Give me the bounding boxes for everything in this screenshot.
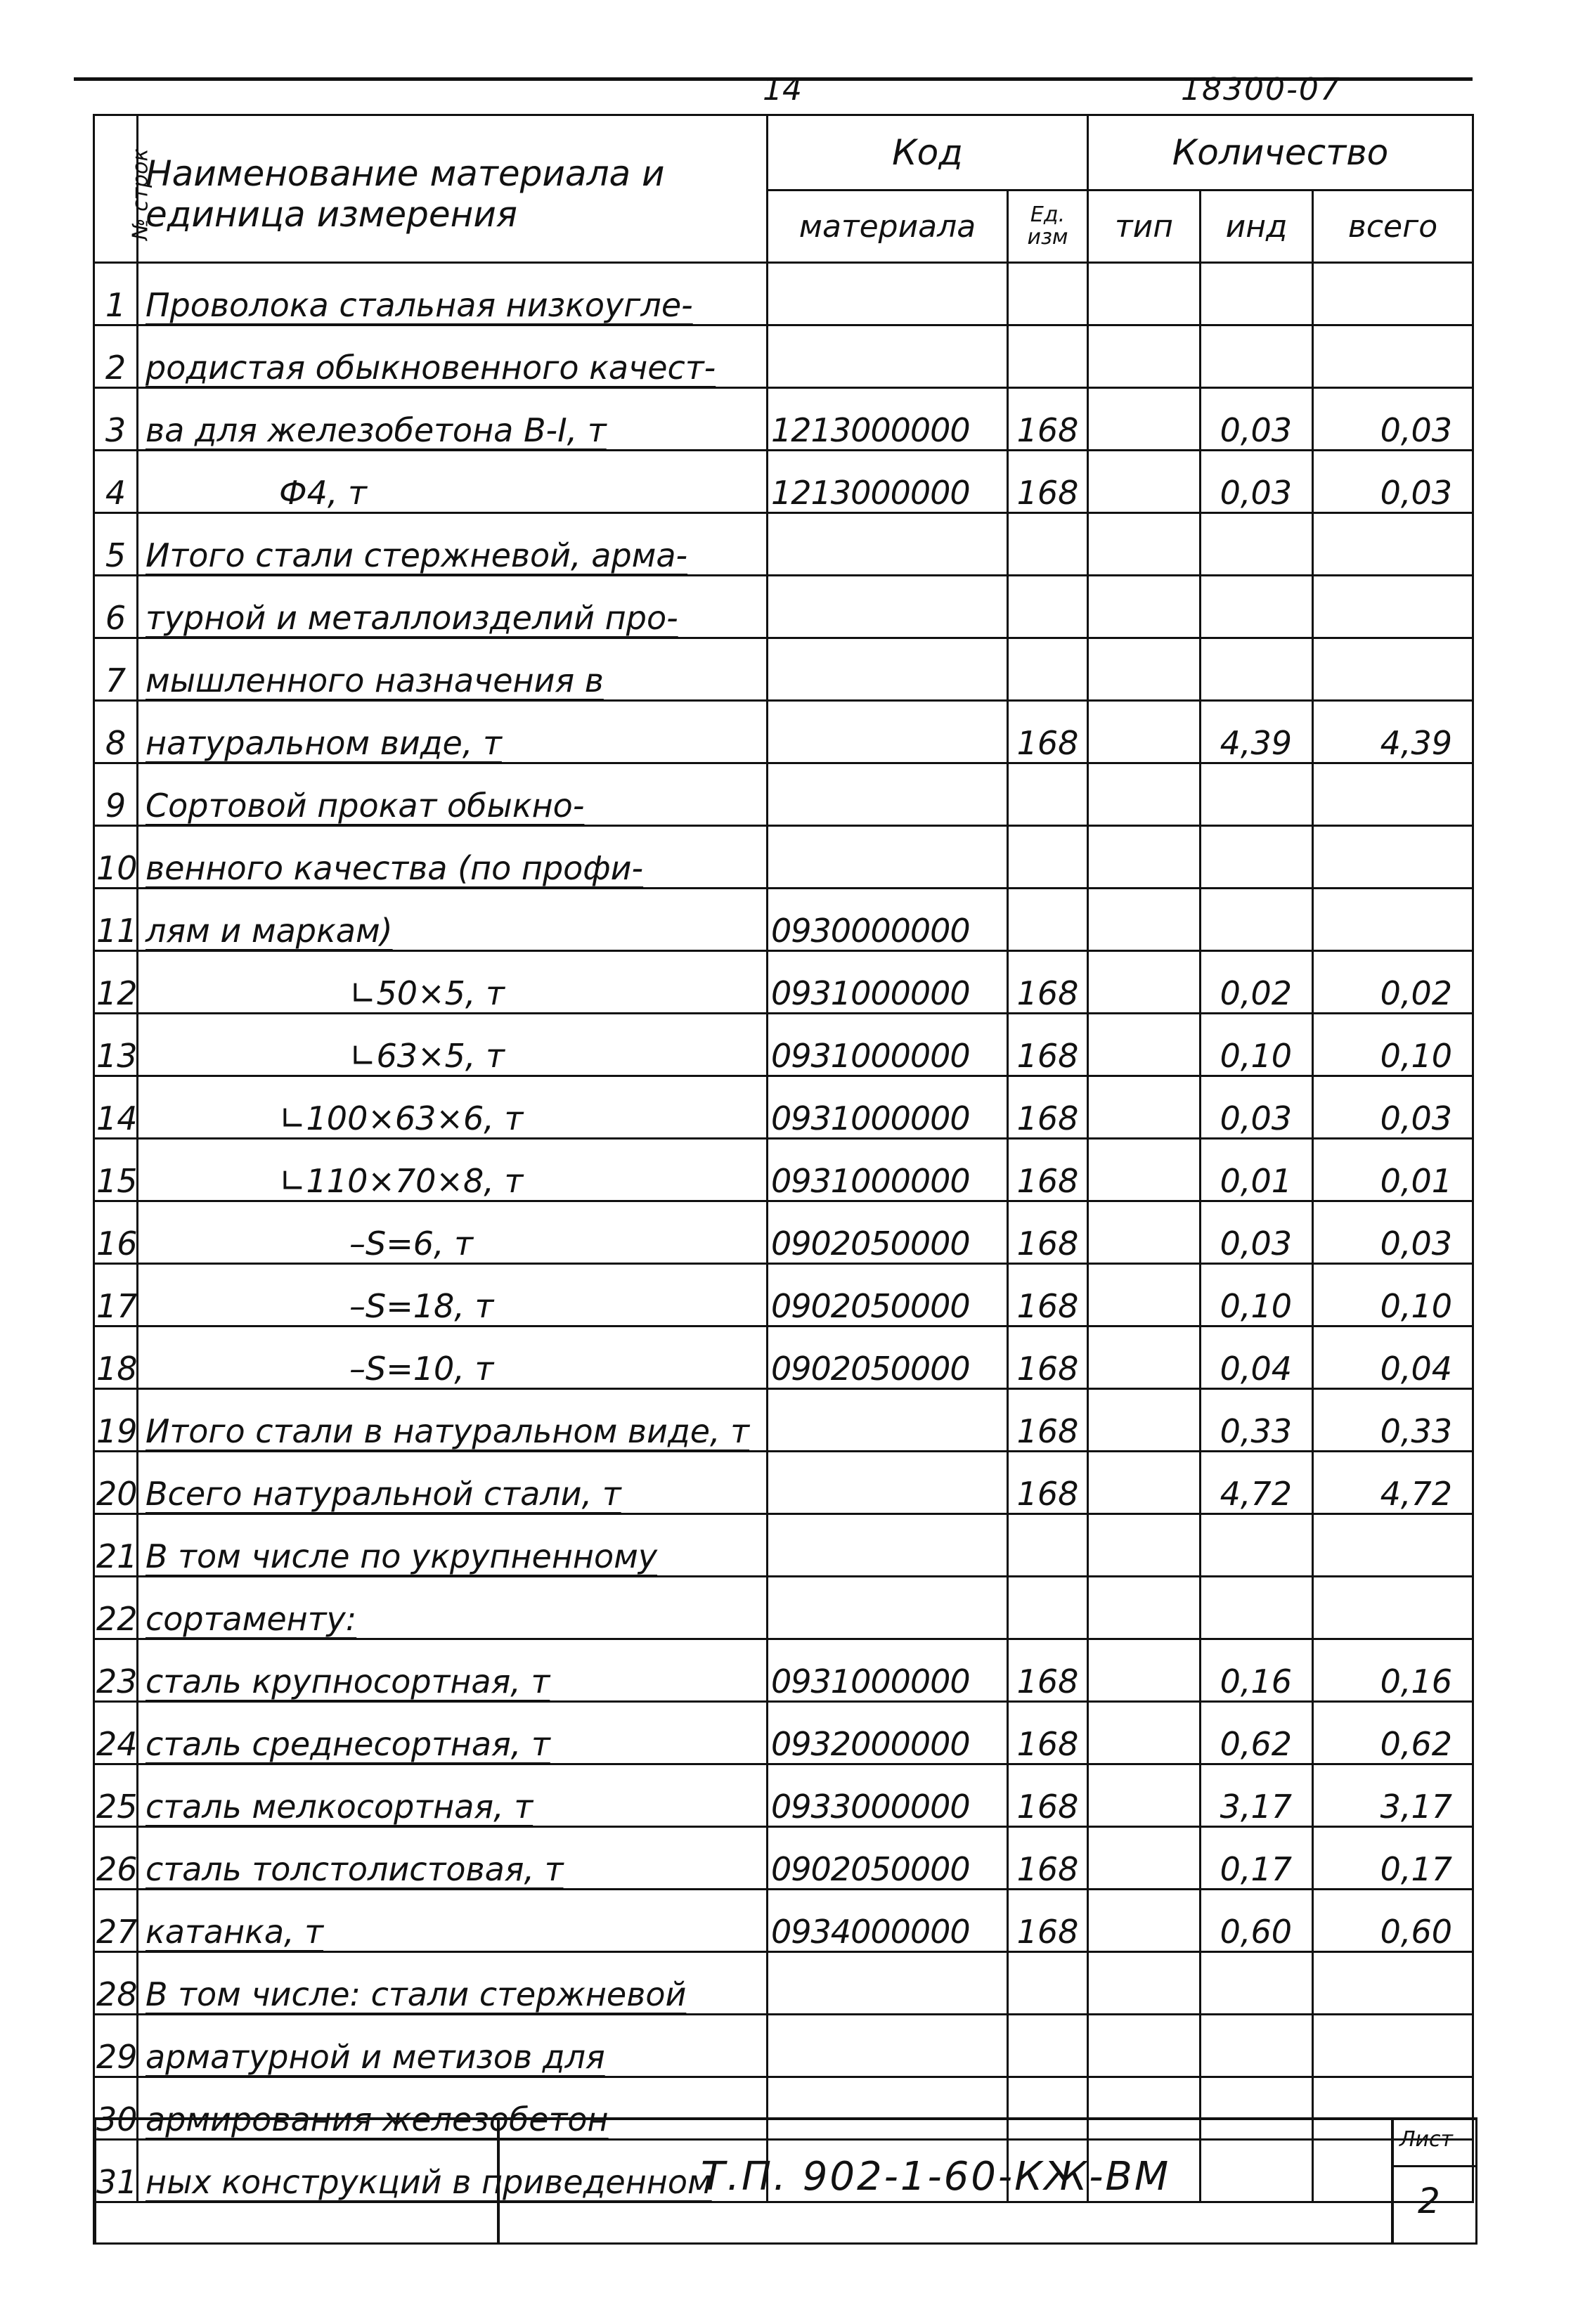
material-code (768, 576, 1008, 638)
table-row (94, 325, 1473, 388)
qty-total (1313, 638, 1473, 701)
header-qty-typ: тип (1088, 191, 1201, 263)
qty-typ (1088, 701, 1201, 763)
material-code: 0934000000 (768, 1890, 1008, 1952)
table-row (94, 1890, 1473, 1952)
row-number: 8 (94, 701, 138, 763)
table-row (94, 1389, 1473, 1452)
qty-typ (1088, 325, 1201, 388)
material-name: арматурной и метизов для (138, 2015, 768, 2077)
qty-total: 0,17 (1313, 1827, 1473, 1890)
unit-code: 168 (1008, 451, 1088, 513)
qty-typ (1088, 1452, 1201, 1514)
unit-code (1008, 889, 1088, 951)
material-name: натуральном виде, т (138, 701, 768, 763)
header-qty-total: всего (1313, 191, 1473, 263)
material-code: 0931000000 (768, 1639, 1008, 1702)
qty-total: 0,01 (1313, 1139, 1473, 1201)
qty-typ (1088, 1201, 1201, 1264)
row-number: 20 (94, 1452, 138, 1514)
header-name: Наименование материала и единица измерения (138, 115, 768, 263)
row-number: 9 (94, 763, 138, 826)
material-name: ∟100×63×6, т (138, 1076, 768, 1139)
qty-ind: 0,02 (1201, 951, 1313, 1014)
row-number: 10 (94, 826, 138, 889)
qty-typ (1088, 763, 1201, 826)
material-name: Сортовой прокат обыкно- (138, 763, 768, 826)
qty-typ (1088, 889, 1201, 951)
row-number: 19 (94, 1389, 138, 1452)
table-row (94, 513, 1473, 576)
material-name: сталь среднесортная, т (138, 1702, 768, 1764)
qty-ind (1201, 1952, 1313, 2015)
unit-code (1008, 826, 1088, 889)
material-code: 0902050000 (768, 1827, 1008, 1890)
title-block-stamp (93, 2117, 1477, 2245)
qty-total (1313, 889, 1473, 951)
table-row (94, 1264, 1473, 1326)
page-number: 14 (763, 72, 802, 108)
unit-code: 168 (1008, 1764, 1088, 1827)
qty-ind (1201, 2015, 1313, 2077)
material-name: армирования железобетон (138, 2077, 768, 2140)
stamp-divider-right (1391, 2120, 1394, 2242)
qty-total (1313, 263, 1473, 325)
qty-total: 4,72 (1313, 1452, 1473, 1514)
material-code: 0902050000 (768, 1326, 1008, 1389)
unit-code: 168 (1008, 1326, 1088, 1389)
material-name: турной и металлоизделий про- (138, 576, 768, 638)
table-row (94, 1452, 1473, 1514)
row-number: 13 (94, 1014, 138, 1076)
materials-specification-table (93, 114, 1474, 2203)
row-number: 7 (94, 638, 138, 701)
material-code: 0902050000 (768, 1264, 1008, 1326)
unit-code (1008, 576, 1088, 638)
qty-total: 0,10 (1313, 1264, 1473, 1326)
qty-typ (1088, 1326, 1201, 1389)
unit-code: 168 (1008, 1264, 1088, 1326)
material-name: венного качества (по профи- (138, 826, 768, 889)
unit-code: 168 (1008, 1139, 1088, 1201)
row-number: 14 (94, 1076, 138, 1139)
material-name: –S=18, т (138, 1264, 768, 1326)
qty-ind (1201, 576, 1313, 638)
row-number: 15 (94, 1139, 138, 1201)
row-number: 29 (94, 2015, 138, 2077)
material-code: 0931000000 (768, 951, 1008, 1014)
material-name: катанка, т (138, 1890, 768, 1952)
qty-typ (1088, 1827, 1201, 1890)
qty-typ (1088, 1890, 1201, 1952)
table-row (94, 763, 1473, 826)
material-code: 0930000000 (768, 889, 1008, 951)
unit-code: 168 (1008, 1827, 1088, 1890)
material-name: В том числе: стали стержневой (138, 1952, 768, 2015)
table-row (94, 1514, 1473, 1577)
qty-ind (1201, 1514, 1313, 1577)
row-number: 26 (94, 1827, 138, 1890)
sheet-label: Лист (1399, 2127, 1454, 2152)
qty-ind: 4,72 (1201, 1452, 1313, 1514)
material-code (768, 325, 1008, 388)
table-row (94, 2015, 1473, 2077)
header-row-number (94, 115, 153, 263)
material-name: сталь крупносортная, т (138, 1639, 768, 1702)
row-number: 30 (94, 2077, 138, 2140)
qty-total (1313, 763, 1473, 826)
qty-ind: 0,60 (1201, 1890, 1313, 1952)
unit-code (1008, 1577, 1088, 1639)
table-row (94, 1764, 1473, 1827)
row-number: 17 (94, 1264, 138, 1326)
material-name: ∟50×5, т (138, 951, 768, 1014)
qty-total: 0,04 (1313, 1326, 1473, 1389)
qty-ind: 0,04 (1201, 1326, 1313, 1389)
header-qty-ind: инд (1201, 191, 1313, 263)
row-number: 12 (94, 951, 138, 1014)
material-code (768, 638, 1008, 701)
qty-ind: 0,33 (1201, 1389, 1313, 1452)
stamp-divider-left (497, 2120, 500, 2242)
qty-typ (1088, 2015, 1201, 2077)
qty-total: 3,17 (1313, 1764, 1473, 1827)
material-code (768, 513, 1008, 576)
material-name: Всего натуральной стали, т (138, 1452, 768, 1514)
qty-typ (1088, 1702, 1201, 1764)
document-number: 18300-07 (1181, 72, 1341, 108)
qty-ind (1201, 763, 1313, 826)
sheet-number: 2 (1418, 2181, 1440, 2221)
material-code: 0932000000 (768, 1702, 1008, 1764)
qty-total (1313, 1514, 1473, 1577)
material-code: 0931000000 (768, 1014, 1008, 1076)
material-name: Ф4, т (138, 451, 768, 513)
stamp-sheet-divider (1391, 2165, 1475, 2167)
material-code (768, 2015, 1008, 2077)
header-quantity: Количество (1088, 115, 1473, 191)
document-designation: Т.П. 902-1-60-КЖ-ВМ (701, 2154, 1171, 2200)
unit-code: 168 (1008, 951, 1088, 1014)
table-row (94, 1952, 1473, 2015)
qty-ind (1201, 638, 1313, 701)
material-code (768, 1452, 1008, 1514)
qty-typ (1088, 1514, 1201, 1577)
material-code (768, 826, 1008, 889)
table-row (94, 1139, 1473, 1201)
material-code: 0902050000 (768, 1201, 1008, 1264)
row-number: 27 (94, 1890, 138, 1952)
material-name: родистая обыкновенного качест- (138, 325, 768, 388)
qty-typ (1088, 1389, 1201, 1452)
qty-typ (1088, 638, 1201, 701)
qty-total: 0,60 (1313, 1890, 1473, 1952)
material-name: Итого стали стержневой, арма- (138, 513, 768, 576)
qty-typ (1088, 513, 1201, 576)
header-row-number-label: № строк (128, 148, 153, 240)
material-name: В том числе по укрупненному (138, 1514, 768, 1577)
material-name: ных конструкций в приведенном (138, 2140, 768, 2202)
material-name: ∟63×5, т (138, 1014, 768, 1076)
material-name: сортаменту: (138, 1577, 768, 1639)
unit-code: 168 (1008, 1389, 1088, 1452)
qty-total: 4,39 (1313, 701, 1473, 763)
qty-ind (1201, 263, 1313, 325)
row-number: 28 (94, 1952, 138, 2015)
material-name: Итого стали в натуральном виде, т (138, 1389, 768, 1452)
row-number: 1 (94, 263, 138, 325)
unit-code (1008, 763, 1088, 826)
material-name: лям и маркам) (138, 889, 768, 951)
table-row (94, 701, 1473, 763)
material-name: сталь мелкосортная, т (138, 1764, 768, 1827)
material-code: 0931000000 (768, 1076, 1008, 1139)
qty-typ (1088, 263, 1201, 325)
qty-typ (1088, 1139, 1201, 1201)
row-number: 31 (94, 2140, 138, 2202)
qty-typ (1088, 1639, 1201, 1702)
unit-code (1008, 2015, 1088, 2077)
table-row (94, 576, 1473, 638)
row-number: 21 (94, 1514, 138, 1577)
header-code-material: материала (768, 191, 1008, 263)
qty-ind (1201, 1577, 1313, 1639)
row-number: 2 (94, 325, 138, 388)
row-number: 24 (94, 1702, 138, 1764)
material-code (768, 1514, 1008, 1577)
qty-typ (1088, 1014, 1201, 1076)
qty-ind: 0,62 (1201, 1702, 1313, 1764)
unit-code: 168 (1008, 1702, 1088, 1764)
unit-code: 168 (1008, 388, 1088, 451)
material-code: 1213000000 (768, 388, 1008, 451)
row-number: 23 (94, 1639, 138, 1702)
qty-typ (1088, 951, 1201, 1014)
table-row (94, 638, 1473, 701)
table-row (94, 826, 1473, 889)
table-row (94, 1702, 1473, 1764)
unit-code (1008, 513, 1088, 576)
unit-code: 168 (1008, 1201, 1088, 1264)
unit-code (1008, 1952, 1088, 2015)
material-code (768, 763, 1008, 826)
material-name: ва для железобетона В-I, т (138, 388, 768, 451)
qty-typ (1088, 1076, 1201, 1139)
table-row (94, 1577, 1473, 1639)
qty-typ (1088, 388, 1201, 451)
qty-ind: 0,03 (1201, 388, 1313, 451)
qty-ind: 0,03 (1201, 1076, 1313, 1139)
material-code (768, 1577, 1008, 1639)
material-code: 0931000000 (768, 1139, 1008, 1201)
qty-total: 0,03 (1313, 1076, 1473, 1139)
material-code (768, 263, 1008, 325)
table-row (94, 451, 1473, 513)
material-name: ∟110×70×8, т (138, 1139, 768, 1201)
material-name: мышленного назначения в (138, 638, 768, 701)
unit-code: 168 (1008, 1076, 1088, 1139)
row-number: 11 (94, 889, 138, 951)
unit-code: 168 (1008, 701, 1088, 763)
table-row (94, 1827, 1473, 1890)
table-row (94, 263, 1473, 325)
qty-total (1313, 1577, 1473, 1639)
qty-total: 0,33 (1313, 1389, 1473, 1452)
material-code (768, 1389, 1008, 1452)
material-code: 0933000000 (768, 1764, 1008, 1827)
table-row (94, 1201, 1473, 1264)
qty-typ (1088, 1264, 1201, 1326)
qty-ind (1201, 889, 1313, 951)
qty-ind: 0,03 (1201, 451, 1313, 513)
qty-typ (1088, 576, 1201, 638)
row-number: 22 (94, 1577, 138, 1639)
qty-typ (1088, 1952, 1201, 2015)
qty-total: 0,16 (1313, 1639, 1473, 1702)
qty-total (1313, 826, 1473, 889)
qty-ind (1201, 325, 1313, 388)
qty-ind: 0,01 (1201, 1139, 1313, 1201)
row-number: 5 (94, 513, 138, 576)
qty-ind: 0,16 (1201, 1639, 1313, 1702)
material-name: Проволока стальная низкоуглe- (138, 263, 768, 325)
table-row (94, 1076, 1473, 1139)
qty-total (1313, 1952, 1473, 2015)
qty-typ (1088, 826, 1201, 889)
material-code (768, 1952, 1008, 2015)
unit-code: 168 (1008, 1014, 1088, 1076)
header-code-unit: Ед. изм (1008, 191, 1088, 263)
unit-code: 168 (1008, 1890, 1088, 1952)
unit-code: 168 (1008, 1639, 1088, 1702)
material-code (768, 701, 1008, 763)
table-row (94, 1014, 1473, 1076)
qty-typ (1088, 1577, 1201, 1639)
qty-ind: 3,17 (1201, 1764, 1313, 1827)
qty-total: 0,02 (1313, 951, 1473, 1014)
qty-total (1313, 325, 1473, 388)
material-name: –S=10, т (138, 1326, 768, 1389)
unit-code: 168 (1008, 1452, 1088, 1514)
table-row (94, 951, 1473, 1014)
unit-code (1008, 325, 1088, 388)
unit-code (1008, 263, 1088, 325)
material-name: сталь толстолистовая, т (138, 1827, 768, 1890)
row-number: 6 (94, 576, 138, 638)
qty-total (1313, 2015, 1473, 2077)
table-row (94, 889, 1473, 951)
row-number: 4 (94, 451, 138, 513)
qty-ind: 0,10 (1201, 1264, 1313, 1326)
qty-ind (1201, 826, 1313, 889)
qty-total: 0,03 (1313, 388, 1473, 451)
row-number: 3 (94, 388, 138, 451)
unit-code (1008, 1514, 1088, 1577)
unit-code (1008, 638, 1088, 701)
row-number: 16 (94, 1201, 138, 1264)
qty-total: 0,03 (1313, 451, 1473, 513)
qty-total (1313, 576, 1473, 638)
material-code: 1213000000 (768, 451, 1008, 513)
table-row (94, 1326, 1473, 1389)
row-number: 25 (94, 1764, 138, 1827)
qty-typ (1088, 451, 1201, 513)
row-number: 18 (94, 1326, 138, 1389)
qty-total: 0,10 (1313, 1014, 1473, 1076)
material-name: –S=6, т (138, 1201, 768, 1264)
qty-total: 0,03 (1313, 1201, 1473, 1264)
table-row (94, 388, 1473, 451)
qty-ind (1201, 513, 1313, 576)
qty-typ (1088, 1764, 1201, 1827)
header-code: Код (768, 115, 1088, 191)
qty-total (1313, 513, 1473, 576)
table-row (94, 1639, 1473, 1702)
qty-total: 0,62 (1313, 1702, 1473, 1764)
qty-ind: 4,39 (1201, 701, 1313, 763)
qty-ind: 0,10 (1201, 1014, 1313, 1076)
qty-ind: 0,17 (1201, 1827, 1313, 1890)
qty-ind: 0,03 (1201, 1201, 1313, 1264)
